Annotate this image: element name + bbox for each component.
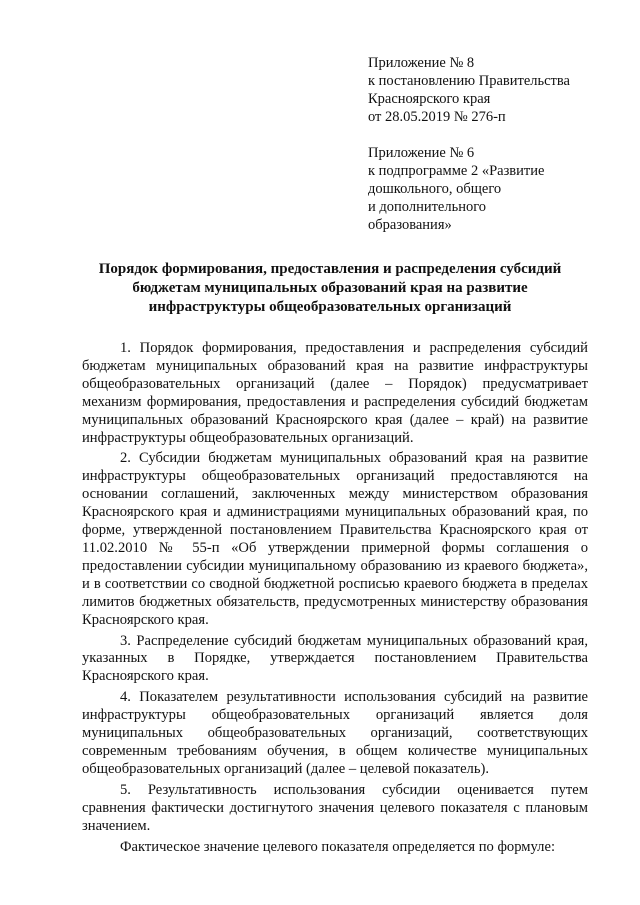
appendix-6-line: и дополнительного — [368, 199, 487, 215]
title-line: бюджетам муниципальных образований края на развитие — [132, 280, 528, 296]
paragraph-4: 4. Показателем результативности использования субсидий на развитие инфраструктуры общеобразовательных организаций является доля муниципальных общеобразовательных организаций, соответствующих современным требованиям обучения, в общем количестве муниципальных общеобразовательных организаций (далее – целевой показатель). — [82, 689, 588, 777]
paragraph-1: 1. Порядок формирования, предоставления и распределения субсидий бюджетам муниципальных образований края на развитие инфраструктуры общеобразовательных организаций (далее – Порядок) предусматривает механизм формирования, предоставления и распределения субсидий бюджетам муниципальных образований Красноярского края (далее – край) на развитие инфраструктуры общеобразовательных организаций. — [82, 340, 588, 446]
document-title — [90, 260, 570, 317]
title-line: Порядок формирования, предоставления и распределения субсидий — [98, 261, 562, 277]
appendix-8-line: от 28.05.2019 № 276-п — [368, 109, 506, 125]
appendix-8-line: Приложение № 8 — [368, 55, 475, 71]
paragraph-3: 3. Распределение субсидий бюджетам муниципальных образований края, указанных в Порядке, утверждается постановлением Правительства Красноярского края. — [82, 632, 588, 685]
appendix-6-line: дошкольного, общего — [368, 181, 502, 197]
appendix-6-block — [368, 144, 544, 234]
appendix-6-line: Приложение № 6 — [368, 145, 475, 161]
appendix-8-line: Красноярского края — [368, 91, 491, 107]
paragraph-5: 5. Результативность использования субсидии оценивается путем сравнения фактически достигнутого значения целевого показателя с плановым значением. — [82, 781, 588, 834]
appendix-8-line: к постановлению Правительства — [368, 73, 570, 89]
appendix-8-block — [368, 54, 570, 126]
appendix-6-line: к подпрограмме 2 «Развитие — [368, 163, 545, 179]
appendix-6-line: образования» — [368, 217, 452, 233]
document-body — [82, 340, 588, 860]
paragraph-2: 2. Субсидии бюджетам муниципальных образований края на развитие инфраструктуры общеобразовательных организаций предоставляются на основании соглашений, заключенных между министерством образования Красноярского края и администрациями муниципальных образований края, по форме, утвержденной постановлением Правительства Красноярского края от 11.02.2010 № 55-п «Об утверждении примерной формы соглашения о предоставлении субсидии муниципальному образованию из краевого бюджета», и в соответствии со сводной бюджетной росписью краевого бюджета в пределах лимитов бюджетных обязательств, предусмотренных министерству образования Красноярского края. — [82, 450, 588, 628]
title-line: инфраструктуры общеобразовательных организаций — [148, 299, 512, 315]
formula-intro: Фактическое значение целевого показателя определяется по формуле: — [120, 839, 555, 856]
